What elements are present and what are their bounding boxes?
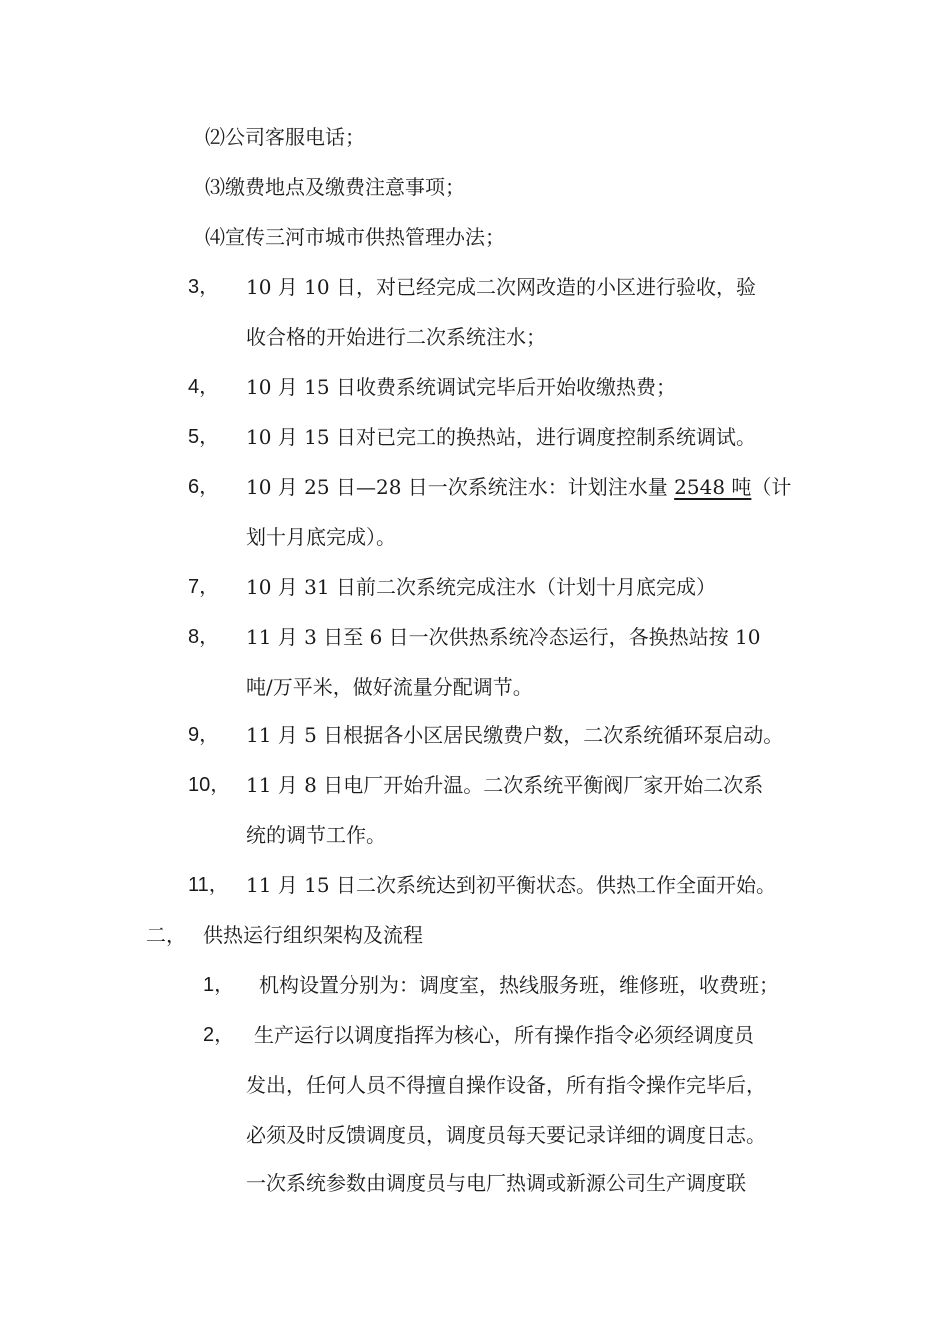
water-volume: 2548 吨 — [674, 475, 752, 499]
item-text: 11 月 15 日二次系统达到初平衡状态。供热工作全面开始。 — [246, 873, 776, 897]
item-text: 10 月 15 日收费系统调试完毕后开始收缴热费； — [246, 375, 676, 399]
item-number: 4， — [188, 376, 220, 398]
section-item-number: 1， — [203, 974, 235, 996]
item-text: 11 月 3 日至 6 日一次供热系统冷态运行，各换热站按 10 — [246, 625, 761, 649]
section-item-text: 生产运行以调度指挥为核心，所有操作指令必须经调度员 — [254, 1023, 754, 1047]
sub-item-2: ⑵公司客服电话； — [205, 125, 365, 149]
item-text: 10 月 31 日前二次系统完成注水（计划十月底完成） — [246, 575, 716, 599]
item-text: 收合格的开始进行二次系统注水； — [246, 325, 546, 349]
section-item-text: 必须及时反馈调度员，调度员每天要记录详细的调度日志。 — [246, 1123, 766, 1147]
section-item-text: 机构设置分别为：调度室，热线服务班，维修班，收费班； — [259, 973, 779, 997]
section-title: 供热运行组织架构及流程 — [203, 923, 423, 947]
sub-item-4: ⑷宣传三河市城市供热管理办法； — [205, 225, 505, 249]
item-number: 10， — [188, 774, 231, 796]
item-number: 8， — [188, 626, 220, 648]
item-text: 10 月 15 日对已完工的换热站，进行调度控制系统调试。 — [246, 425, 756, 449]
item-number: 11， — [188, 874, 229, 896]
item-text-post: （计 — [751, 475, 792, 499]
item-text: 吨/万平米，做好流量分配调节。 — [246, 675, 533, 699]
item-number: 5， — [188, 426, 220, 448]
item-text: 划十月底完成）。 — [246, 525, 396, 549]
item-number: 3， — [188, 276, 220, 298]
section-item-text: 发出，任何人员不得擅自操作设备，所有指令操作完毕后， — [246, 1073, 766, 1097]
sub-item-3: ⑶缴费地点及缴费注意事项； — [205, 175, 465, 199]
item-number: 7， — [188, 576, 220, 598]
item-text: 统的调节工作。 — [246, 823, 386, 847]
item-text: 11 月 5 日根据各小区居民缴费户数，二次系统循环泵启动。 — [246, 723, 784, 747]
item-text: 10 月 10 日，对已经完成二次网改造的小区进行验收，验 — [246, 275, 756, 299]
item-text — [246, 474, 791, 500]
item-text: 11 月 8 日电厂开始升温。二次系统平衡阀厂家开始二次系 — [246, 773, 764, 797]
item-text-pre: 10 月 25 日—28 日一次系统注水：计划注水量 — [246, 475, 675, 499]
section-item-text: 一次系统参数由调度员与电厂热调或新源公司生产调度联 — [246, 1171, 746, 1195]
item-number: 9， — [188, 724, 220, 746]
section-number: 二， — [146, 923, 186, 947]
item-number: 6， — [188, 476, 220, 498]
section-item-number: 2， — [203, 1024, 235, 1046]
